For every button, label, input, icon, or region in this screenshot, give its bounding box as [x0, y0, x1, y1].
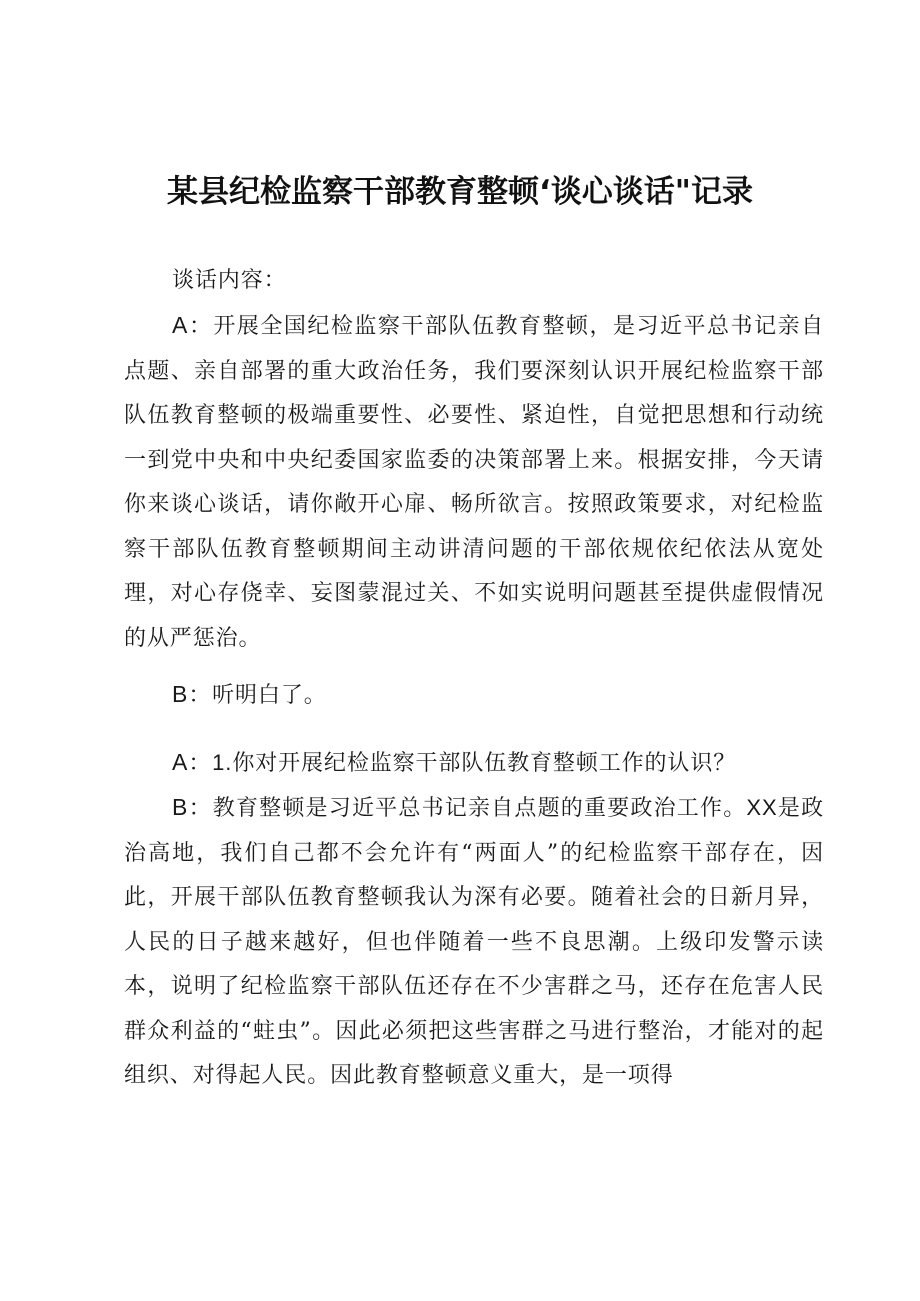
- paragraph-b-reply: [124, 672, 824, 719]
- paragraph-text-continued: 是政治高地，我们自己都不会允许有“两面人”的纪检监察干部存在，因此，开展干部队伍教育整顿我认为深有必要。随着社会的日新月异，人民的日子越来越好，但也伴随着一些不良思潮。上级印发警示读本，说明了纪检监察干部队伍还存在不少害群之马，还存在危害人民群众利益的“蛀虫”。因此必须把这些害群之马进行整治，才能对的起组织、对得起人民。因此教育整顿意义重大，是一项得: [124, 796, 824, 1088]
- paragraph-b-answer-1: [124, 785, 824, 1099]
- speaker-label: B：: [172, 681, 213, 707]
- paragraph: [124, 740, 824, 787]
- speaker-label: B：: [172, 794, 213, 820]
- paragraph-text: 开展全国纪检监察干部队伍教育整顿，是习近平总书记亲自点题、亲自部署的重大政治任务，我们要深刻认识开展纪检监察干部队伍教育整顿的极端重要性、必要性、紧迫性，自觉把思想和行动统一到党中央和中央纪委国家监委的决策部署上来。根据安排，今天请你来谈心谈话，请你敞开心扉、畅所欲言。按照政策要求，对纪检监察干部队伍教育整顿期间主动讲清问题的干部依规依纪依法从宽处理，对心存侥幸、妄图蒙混过关、不如实说明问题甚至提供虚假情况的从严惩治。: [124, 314, 824, 651]
- intro-block: [124, 259, 824, 304]
- paragraph-a-opening: [124, 303, 824, 661]
- paragraph-text: 你对开展纪检监察干部队伍教育整顿工作的认识？: [232, 751, 737, 776]
- speaker-label: A：: [172, 312, 214, 338]
- paragraph-text: 听明白了。: [212, 683, 327, 708]
- document-title: 某县纪检监察干部教育整顿‘谈心谈话"记录: [167, 174, 753, 210]
- redacted-code: XX: [746, 795, 778, 820]
- paragraph: [124, 672, 824, 719]
- paragraph-text: 教育整顿是习近平总书记亲自点题的重要政治工作。: [212, 796, 747, 821]
- paragraph-a-question-1: [124, 740, 824, 787]
- intro-label: 谈话内容：: [172, 268, 287, 293]
- paragraph: [124, 785, 824, 1099]
- question-number: 1.: [212, 750, 233, 775]
- paragraph: [124, 303, 824, 661]
- speaker-label: A：: [172, 749, 213, 775]
